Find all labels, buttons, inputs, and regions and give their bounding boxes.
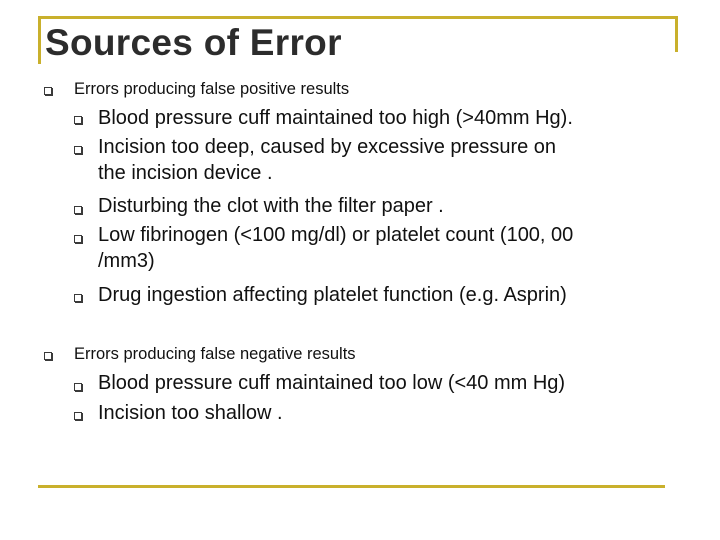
list-item-continuation: the incision device . <box>98 162 273 184</box>
list-item: Incision too deep, caused by excessive pressure on <box>98 136 557 158</box>
square-bullet-icon <box>74 146 82 154</box>
title-frame-right <box>675 16 678 52</box>
square-bullet-icon <box>74 383 82 391</box>
slide-title: Sources of Error <box>45 22 342 63</box>
section-heading-false-negative: Errors producing false negative results <box>74 345 356 363</box>
bottom-divider <box>38 485 665 488</box>
title-frame-left <box>38 16 41 64</box>
square-bullet-icon <box>74 235 82 243</box>
section-heading-false-positive: Errors producing false positive results <box>74 80 350 98</box>
list-item: Disturbing the clot with the filter paper . <box>98 195 444 217</box>
square-bullet-icon <box>44 87 52 95</box>
list-item: Drug ingestion affecting platelet function (e.g. Asprin) <box>98 284 567 306</box>
square-bullet-icon <box>74 206 82 214</box>
list-item: Low fibrinogen (<100 mg/dl) or platelet count (100, 00 <box>98 224 574 246</box>
list-item: Incision too shallow . <box>98 402 283 424</box>
square-bullet-icon <box>74 412 82 420</box>
square-bullet-icon <box>74 116 82 124</box>
square-bullet-icon <box>74 294 82 302</box>
list-item-continuation: /mm3) <box>98 250 155 272</box>
list-item: Blood pressure cuff maintained too low (<40 mm Hg) <box>98 372 566 394</box>
title-frame-top <box>38 16 678 19</box>
square-bullet-icon <box>44 352 52 360</box>
list-item: Blood pressure cuff maintained too high (>40mm Hg). <box>98 107 573 129</box>
